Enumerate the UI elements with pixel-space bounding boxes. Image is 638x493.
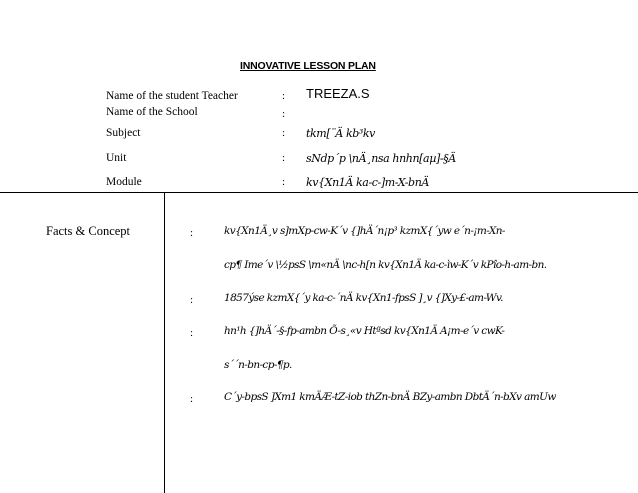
fact-4-line-1: C´y-bpsS ]Xm1 kmÄÆ-tZ-iob thZn-bnÄ BZy-ambn DbtÄ´n-bXv amUw	[224, 391, 556, 403]
fact-3-line-2: s´´n-bn-cp-¶p.	[224, 359, 292, 371]
student-teacher-label: Name of the student Teacher	[106, 90, 238, 102]
fact-1-line-2: cp¶ Ime´v \½psS \m«nÄ \nc-h[n kv{Xn1Ä ka-c-ìw-K´v kPîo-h-am-bn.	[224, 259, 547, 271]
school-label: Name of the School	[106, 106, 198, 118]
column-divider	[164, 192, 165, 493]
unit-label: Unit	[106, 152, 127, 164]
module-label: Module	[106, 176, 142, 188]
module-value: kv{Xn1Ä ka-c-]m-X-bnÄ	[306, 176, 429, 189]
fact-3-colon: :	[190, 327, 194, 339]
student-teacher-value: TREEZA.S	[306, 86, 370, 101]
school-colon: :	[282, 108, 286, 120]
table-top-rule	[0, 192, 638, 193]
unit-colon: :	[282, 152, 286, 164]
facts-concept-heading: Facts & Concept	[46, 224, 131, 238]
fact-1-line-1: kv{Xn1Ä¸v s]mXp-cw-K´v {]hÄ´n¡p³ kzmX{´yw e´n-¡m-Xn-	[224, 225, 505, 237]
fact-2-colon: :	[190, 294, 194, 306]
fact-4-colon: :	[190, 393, 194, 405]
fact-2-line-1: 1857ýse kzmX{´y ka-c-´nÄ kv{Xn1-fpsS ]¸v {]Xy-£-am-Wv.	[224, 292, 503, 304]
page-title: INNOVATIVE LESSON PLAN	[240, 60, 376, 72]
fact-3-line-1: hn¹h {]hÄ´-§-fp-ambn Õ-s¸«v Htªsd kv{Xn1Ä A¡m-e´v cwK-	[224, 325, 505, 337]
subject-colon: :	[282, 127, 286, 139]
unit-value: sNdp´p \nÄ¸nsa hnhn[aµ]-§Ä	[306, 152, 456, 165]
subject-value: tkm[¨Ä kb³kv	[306, 127, 375, 140]
module-colon: :	[282, 176, 286, 188]
subject-label: Subject	[106, 127, 141, 139]
student-teacher-colon: :	[282, 90, 286, 102]
fact-1-colon: :	[190, 227, 194, 239]
